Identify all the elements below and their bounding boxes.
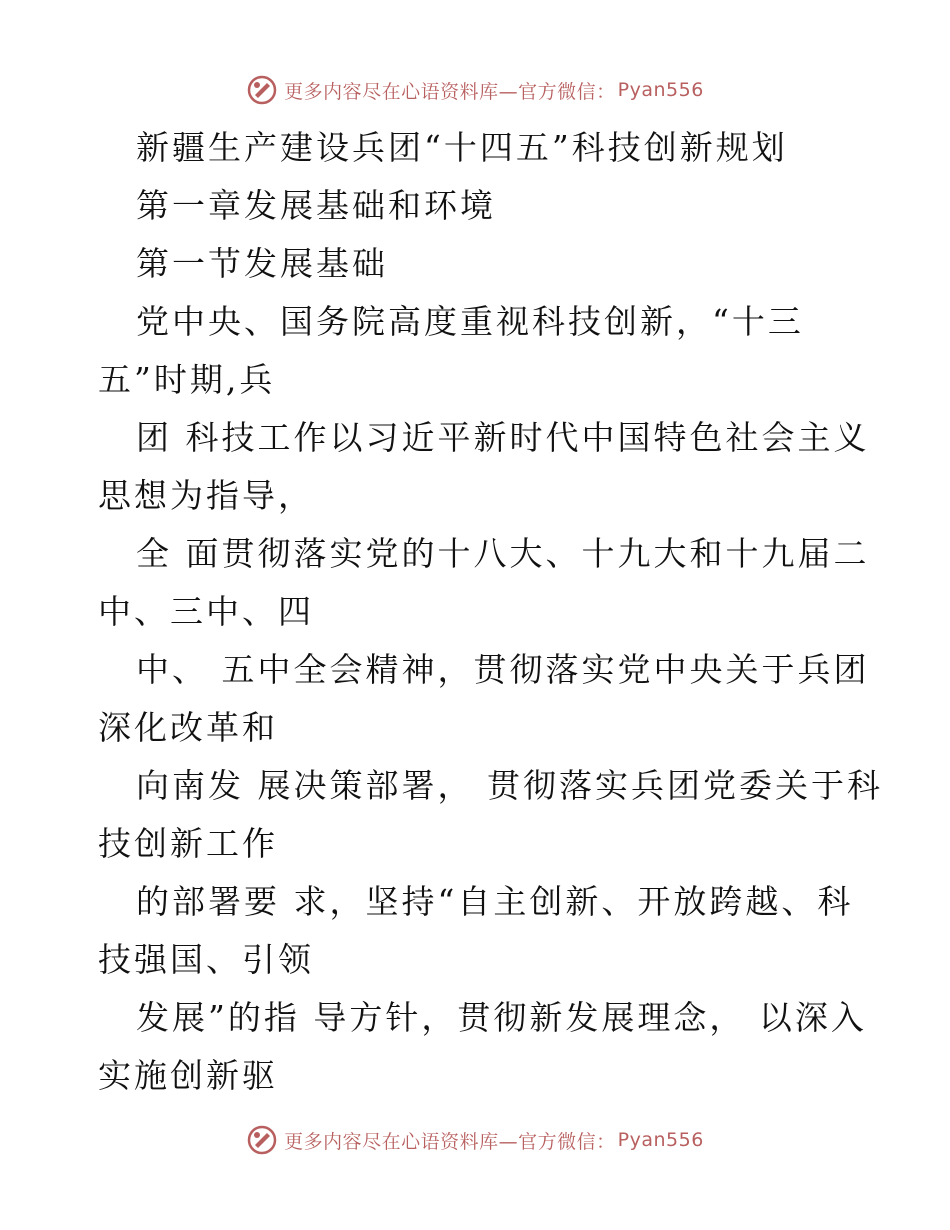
doc-line: 发展”的指 导方针，贯彻新发展理念， 以深入 <box>136 998 867 1037</box>
doc-line: 中、 五中全会精神，贯彻落实党中央关于兵团 <box>136 650 870 689</box>
doc-line: 中、三中、四 <box>98 592 314 631</box>
watermark-footer <box>0 1120 950 1160</box>
doc-line: 向南发 展决策部署， 贯彻落实兵团党委关于科 <box>136 766 883 805</box>
watermark-wechat-id: Pyan556 <box>617 79 704 101</box>
doc-line: 深化改革和 <box>98 708 278 747</box>
doc-line: 全 面贯彻落实党的十八大、十九大和十九届二 <box>136 534 870 573</box>
watermark-text: 更多内容尽在心语资料库—官方微信： <box>284 1130 616 1153</box>
document-body <box>98 119 883 1105</box>
doc-line: 第一节发展基础 <box>136 244 388 283</box>
doc-line: 第一章发展基础和环境 <box>136 186 496 225</box>
watermark-header <box>0 70 950 110</box>
doc-line: 技强国、引领 <box>98 940 314 979</box>
doc-line: 新疆生产建设兵团“十四五”科技创新规划 <box>136 128 788 167</box>
doc-line: 的部署要 求，坚持“自主创新、开放跨越、科 <box>136 882 854 921</box>
doc-line: 团 科技工作以习近平新时代中国特色社会主义 <box>136 418 870 457</box>
watermark-wechat-id: Pyan556 <box>617 1129 704 1151</box>
doc-line: 技创新工作 <box>98 824 278 863</box>
doc-line: 思想为指导， <box>98 476 314 515</box>
watermark-text: 更多内容尽在心语资料库—官方微信： <box>284 80 616 103</box>
brand-logo-icon <box>246 1124 278 1156</box>
brand-logo-icon <box>246 74 278 106</box>
doc-line: 五”时期,兵 <box>98 360 276 399</box>
doc-line: 党中央、国务院高度重视科技创新，“十三 <box>136 302 804 341</box>
doc-line: 实施创新驱 <box>98 1056 278 1095</box>
